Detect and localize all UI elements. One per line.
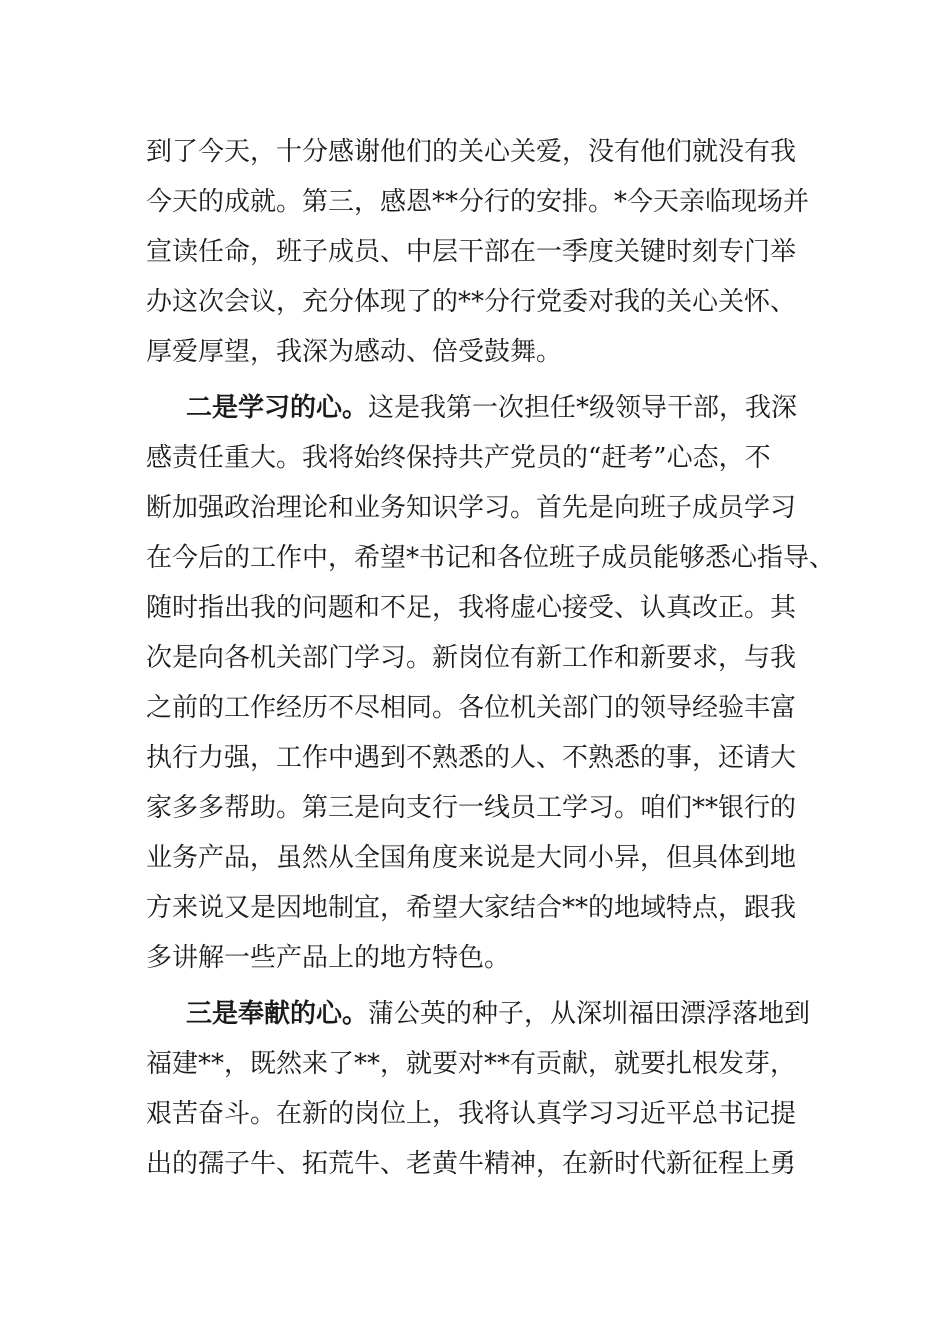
paragraph-1-line-5: 厚爱厚望，我深为感动、倍受鼓舞。 [146, 337, 563, 367]
paragraph-3-first-line-text: 蒲公英的种子，从深圳福田漂浮落地到 [368, 999, 811, 1029]
paragraph-2-line-11: 方来说又是因地制宜，希望大家结合**的地域特点，跟我 [146, 893, 797, 923]
paragraph-2-heading: 二是学习的心。 [186, 393, 369, 423]
paragraph-3-line-2: 福建**，既然来了**，就要对**有贡献，就要扎根发芽， [146, 1049, 797, 1079]
paragraph-2-line-8: 执行力强，工作中遇到不熟悉的人、不熟悉的事，还请大 [146, 743, 797, 773]
paragraph-2-line-3: 断加强政治理论和业务知识学习。首先是向班子成员学习 [146, 493, 797, 523]
paragraph-2-line-7: 之前的工作经历不尽相同。各位机关部门的领导经验丰富 [146, 693, 797, 723]
paragraph-1-line-2: 今天的成就。第三，感恩**分行的安排。*今天亲临现场并 [146, 187, 810, 217]
paragraph-2-line-9: 家多多帮助。第三是向支行一线员工学习。咱们**银行的 [146, 793, 797, 823]
paragraph-3-heading: 三是奉献的心。 [186, 999, 369, 1029]
paragraph-2-first-line-text: 这是我第一次担任*级领导干部，我深 [368, 393, 798, 423]
paragraph-1-line-3: 宣读任命，班子成员、中层干部在一季度关键时刻专门举 [146, 237, 797, 267]
paragraph-2-line-1 [186, 390, 797, 426]
paragraph-2-line-2: 感责任重大。我将始终保持共产党员的“赶考”心态，不 [146, 443, 771, 473]
paragraph-1-line-1: 到了今天，十分感谢他们的关心关爱，没有他们就没有我 [146, 137, 797, 167]
paragraph-2-line-12: 多讲解一些产品上的地方特色。 [146, 943, 511, 973]
paragraph-2-line-5: 随时指出我的问题和不足，我将虚心接受、认真改正。其 [146, 593, 797, 623]
paragraph-2-line-10: 业务产品，虽然从全国角度来说是大同小异，但具体到地 [146, 843, 797, 873]
paragraph-1-line-4: 办这次会议，充分体现了的**分行党委对我的关心关怀、 [146, 287, 797, 317]
paragraph-3-line-3: 艰苦奋斗。在新的岗位上，我将认真学习习近平总书记提 [146, 1099, 797, 1129]
paragraph-2-line-4: 在今后的工作中，希望*书记和各位班子成员能够悉心指导、 [146, 543, 836, 573]
paragraph-3-line-1 [186, 996, 810, 1032]
paragraph-3-line-4: 出的孺子牛、拓荒牛、老黄牛精神，在新时代新征程上勇 [146, 1149, 797, 1179]
paragraph-2-line-6: 次是向各机关部门学习。新岗位有新工作和新要求，与我 [146, 643, 797, 673]
